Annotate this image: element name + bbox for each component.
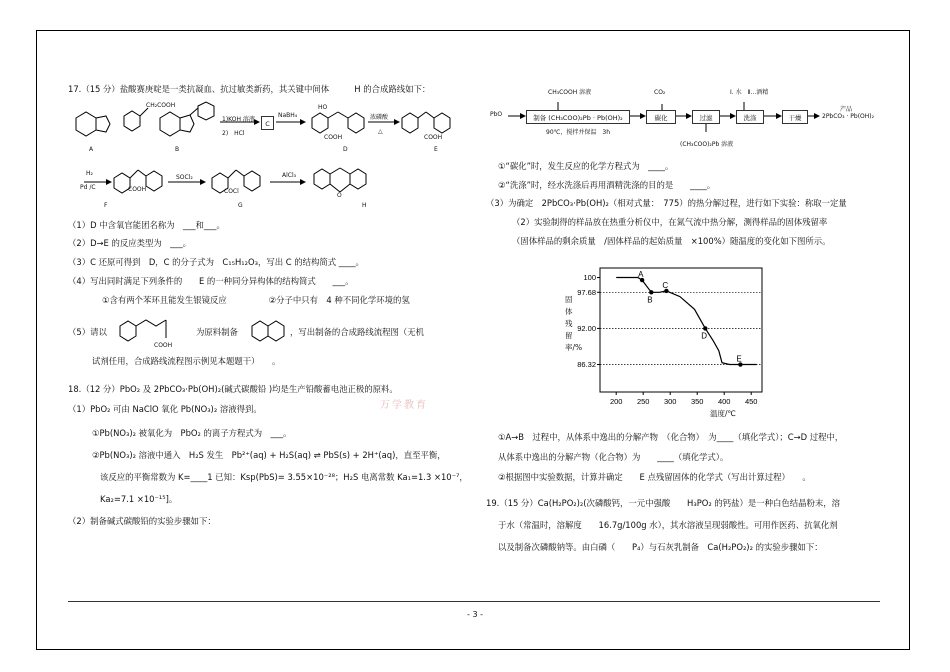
label-h: H (362, 202, 367, 209)
chart-frame (600, 268, 762, 392)
starting-material-structure (116, 316, 186, 352)
flow-prepare-condition: 90℃，搅拌并保温 3h (546, 129, 610, 136)
chart-ytick-label: 86.32 (577, 360, 596, 370)
chart-point-label: A (638, 270, 644, 280)
label-e: E (434, 146, 438, 153)
step6-reagent: AlCl₃ (282, 172, 297, 179)
step5-reagent: SOCl₂ (176, 174, 193, 181)
q18-part1a: ①Pb(NO₃)₂ 被氧化为 PbO₂ 的离子方程式为 ___。 (92, 428, 292, 438)
q18-3-1: ①A→B 过程中，从体系中逸出的分解产物 （化合物） 为____（填化学式）；C→D 过程中， (498, 432, 844, 442)
flow-wash-reagents: Ⅰ. 水 Ⅱ...酒精 (730, 89, 769, 96)
q18-3-1b: 从体系中逸出的分解产物（化合物）为 ____（填化学式）。 (498, 452, 729, 462)
step4-bottom: Pd /C (80, 184, 96, 191)
chart-xtick-label: 450 (744, 397, 758, 406)
flow-step-wash: 洗涤 (736, 110, 764, 124)
q19-line3: 以及制备次磷酸钠等。由白磷（ P₄）与石灰乳制备 Ca(H₂PO₂)₂ 的实验步骤如下： (498, 542, 823, 552)
chart-xtick-label: 350 (690, 397, 704, 406)
q17-part4-conditions: ①含有两个苯环且能发生银镜反应 ②分子中只有 4 种不同化学环境的氢 (102, 295, 410, 305)
cocl-label: COCl (224, 188, 239, 195)
label-a: A (89, 146, 94, 153)
watermark: 万学教育 (380, 400, 428, 411)
reagent-ch2cooh: CH₂COOH (146, 102, 176, 109)
q18-part1: （1）PbO₂ 可由 NaClO 氧化 Pb(NO₃)₂ 溶液得到。 (68, 404, 262, 414)
page-number: - 3 - (467, 610, 483, 619)
flow-step-filter: 过滤 (692, 110, 720, 124)
step1-top: 1)KOH 溶液 (222, 116, 255, 123)
q18-part2: （2）制备碱式碳酸铅的实验步骤如下： (68, 516, 216, 526)
q18-part1c: 该反应的平衡常数为 K=____1 已知：Ksp(PbS)= 3.55×10⁻²⁸；H₂S 电离常数 Ka₁=1.3 ×10⁻⁷， (100, 472, 468, 482)
q19-line1: 19.（15 分）Ca(H₂PO₂)₂(次磷酸钙，一元中强酸 H₃PO₂ 的钙盐）是一种白色结晶粉末，溶 (486, 498, 840, 508)
q18-part1b: ②Pb(NO₃)₂ 溶液中通入 H₂S 发生 Pb²⁺(aq) + H₂S(aq) ⇌ PbS(s) + 2H⁺(aq)，直至平衡， (92, 450, 446, 460)
intermediate-c-box: C (261, 116, 274, 130)
chart-ytick-label: 92.00 (577, 323, 596, 333)
step4-top: H₂ (86, 170, 93, 177)
q18-3-a: （3）为确定 2PbCO₃·Pb(OH)₂（相对式量： 775）的热分解过程，进行如下实验：称取一定量 (486, 198, 847, 208)
chart-point-label: D (701, 331, 708, 341)
chart-series-line (616, 278, 756, 365)
cooh-d: COOH (324, 134, 343, 141)
flow-step-carbonize: 碳化 (646, 110, 676, 124)
q17-part4: （4）写出同时满足下列条件的 E 的一种同分异构体的结构简式 ___。 (68, 276, 354, 286)
chart-point-b (649, 290, 653, 294)
q18-3-c: （固体样品的剩余质量 /固体样品的起始质量 ×100%）随温度的变化如下图所示。 (512, 236, 831, 246)
flow-co2: CO₂ (654, 89, 666, 96)
q17-part1: （1）D 中含氧官能团名称为 ___和___。 (68, 220, 225, 230)
q17-title: 17.（15 分）盐酸赛庚啶是一类抗凝血、抗过敏类新药，其关键中间体 H 的合成路线如下： (68, 84, 431, 94)
ketone-o: O (337, 192, 342, 199)
flow-step-dry: 干燥 (782, 110, 808, 124)
q17-5-cooh: COOH (154, 342, 173, 349)
q17-part5-a: （5）请以 (68, 327, 107, 337)
synthesis-scheme-row2 (64, 160, 424, 210)
chart-xtick-label: 400 (717, 397, 731, 406)
q17-part2: （2）D→E 的反应类型为 ___。 (68, 238, 192, 248)
chart-xtick-label: 250 (636, 397, 650, 406)
flow-step-prepare: 制备 (CH₃COO)₂Pb · Pb(OH)₂ (526, 110, 630, 124)
flow-reagent: CH₃COOH 溶液 (548, 89, 592, 96)
chart-xlabel: 温度/℃ (710, 409, 736, 418)
label-f: F (104, 202, 108, 209)
flow-product-label: 产品 (840, 106, 853, 113)
flow-pbo: PbO (490, 111, 503, 118)
chart-point-label: B (647, 295, 653, 305)
q18-2-2: ②“洗涤”时，经水洗涤后再用酒精洗涤的目的是 ____。 (498, 180, 716, 190)
footer-rule (68, 601, 880, 602)
q18-3-2: ②根据图中实验数据，计算并确定 E 点残留固体的化学式（写出计算过程） 。 (498, 472, 811, 482)
flow-product: 2PbCO₃ · Pb(OH)₂ (822, 113, 875, 120)
chart-ylabel: 固体残留率/% (565, 295, 583, 352)
chart-ytick-label: 97.68 (577, 287, 596, 297)
label-b: B (175, 146, 180, 153)
chart-point-label: E (736, 354, 742, 364)
step1-bottom: 2) HCl (222, 130, 245, 137)
flow-filtrate: (CH₃COO)₂Pb 溶液 (680, 141, 734, 148)
ho-label: HO (318, 104, 328, 111)
q17-part5-c: ，写出制备的合成路线流程图（无机 (290, 327, 424, 337)
chart-ytick-label: 100 (583, 273, 596, 283)
target-tetralin-structure (248, 318, 292, 346)
chart-xtick-label: 300 (663, 397, 677, 406)
q18-title: 18.（12 分）PbO₂ 及 2PbCO₃·Pb(OH)₂(碱式碳酸铅 )均是生产铅酸蓄电池正极的原料。 (68, 384, 398, 394)
q17-part5-d: 试剂任用，合成路线流程图示例见本题题干） 。 (92, 356, 281, 366)
label-g: G (238, 202, 243, 209)
q18-2-1: ①“碳化”时，发生反应的化学方程式为 ____。 (498, 161, 674, 171)
cooh-f: COOH (128, 186, 147, 193)
step2-reagent: NaBH₄ (278, 112, 298, 119)
tga-chart (550, 262, 780, 422)
chart-xtick-label: 200 (609, 397, 623, 406)
label-d: D (343, 146, 348, 153)
step3-top: 浓磷酸 (370, 114, 389, 121)
cooh-e: COOH (424, 134, 443, 141)
q17-part5-b: 为原料制备 (196, 327, 238, 337)
q18-3-b: （2）实验制得的样品放在热重分析仪中，在氮气流中热分解，测得样品的固体残留率 (512, 217, 828, 227)
chart-point-d (703, 326, 707, 330)
q17-part3: （3）C 还原可得到 D，C 的分子式为 C₁₅H₁₂O₃，写出 C 的结构简式 ____。 (68, 257, 364, 267)
q18-part1d: Ka₂=7.1 ×10⁻¹⁵]。 (100, 494, 178, 504)
step3-bottom: △ (378, 128, 383, 135)
q19-line2: 于水（常温时，溶解度 16.7g/100g 水），其水溶液呈现弱酸性。可用作医药、抗氧化剂 (498, 520, 838, 530)
chart-point-label: C (662, 280, 669, 290)
